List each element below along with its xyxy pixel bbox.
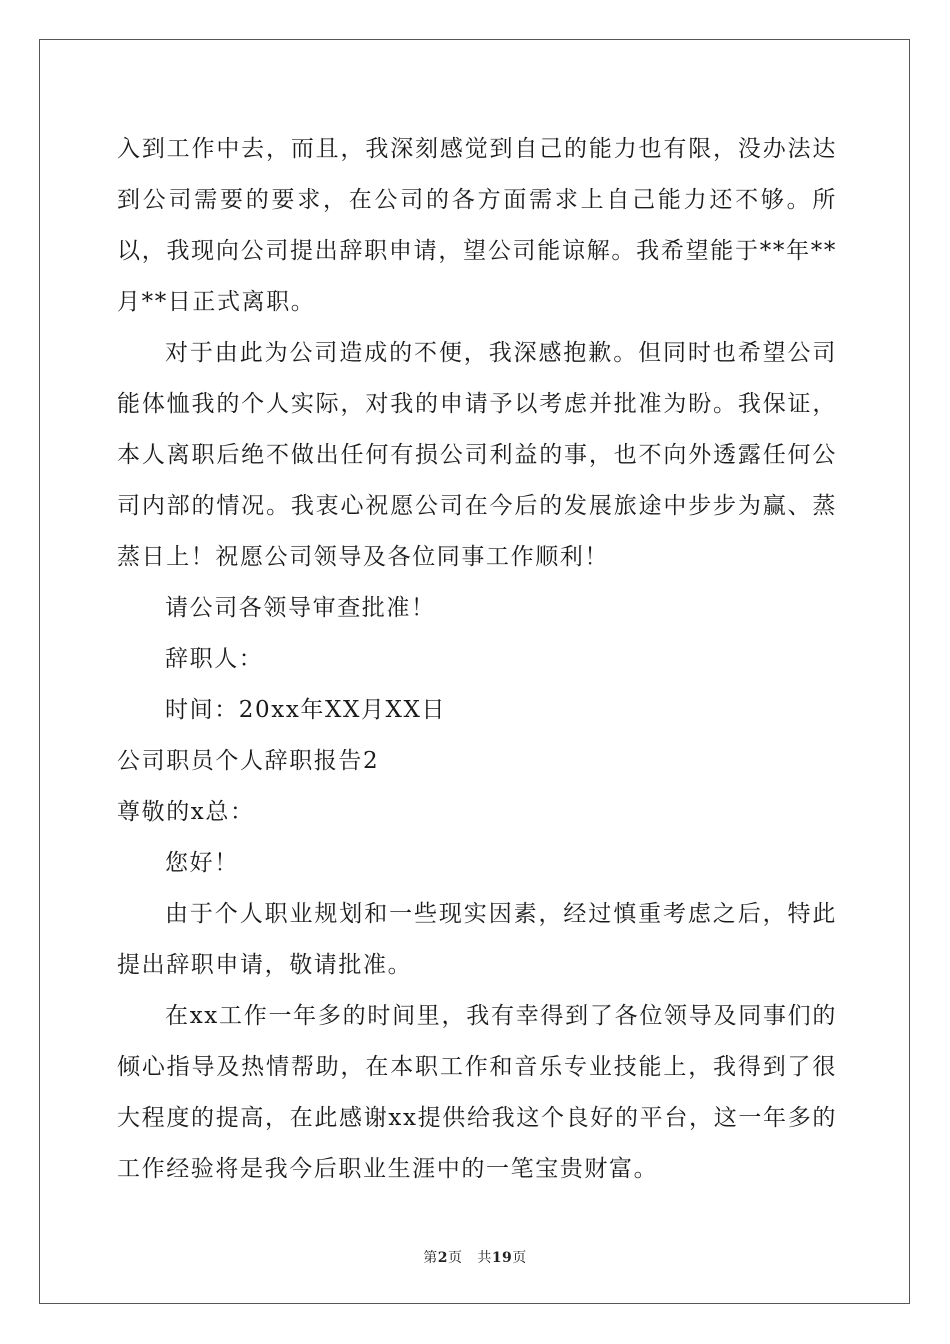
page-prefix: 第 [423,1250,438,1266]
salutation: 尊敬的x总： [117,799,255,825]
total-prefix: 共 [477,1250,492,1266]
document-body [117,124,837,1195]
page-number: 2 [437,1250,448,1266]
section-title: 公司职员个人辞职报告2 [117,748,380,774]
date-line: 时间：20xx年XX月XX日 [165,697,447,723]
paragraph: 对于由此为公司造成的不便，我深感抱歉。但同时也希望公司能体恤我的个人实际，对我的申请予以考虑并批准为盼。我保证，本人离职后绝不做出任何有损公司利益的事，也不向外透露任何公司内部的情况。我衷心祝愿公司在今后的发展旅途中步步为赢、蒸蒸日上！祝愿公司领导及各位同事工作顺利！ [117,340,837,570]
paragraph: 由于个人职业规划和一些现实因素，经过慎重考虑之后，特此提出辞职申请，敬请批准。 [117,901,837,978]
page-suffix: 页 [447,1250,463,1266]
total-suffix: 页 [512,1250,527,1266]
page-footer [0,1247,950,1267]
greeting: 您好！ [165,850,239,876]
total-pages: 19 [491,1250,513,1266]
signer-line: 辞职人： [165,646,264,672]
paragraph: 请公司各领导审查批准！ [165,595,436,621]
paragraph: 入到工作中去，而且，我深刻感觉到自己的能力也有限，没办法达到公司需要的要求，在公司的各方面需求上自己能力还不够。所以，我现向公司提出辞职申请，望公司能谅解。我希望能于**年**月**日正式离职。 [117,136,837,315]
paragraph: 在xx工作一年多的时间里，我有幸得到了各位领导及同事们的倾心指导及热情帮助，在本职工作和音乐专业技能上，我得到了很大程度的提高，在此感谢xx提供给我这个良好的平台，这一年多的工作经验将是我今后职业生涯中的一笔宝贵财富。 [117,1003,837,1182]
